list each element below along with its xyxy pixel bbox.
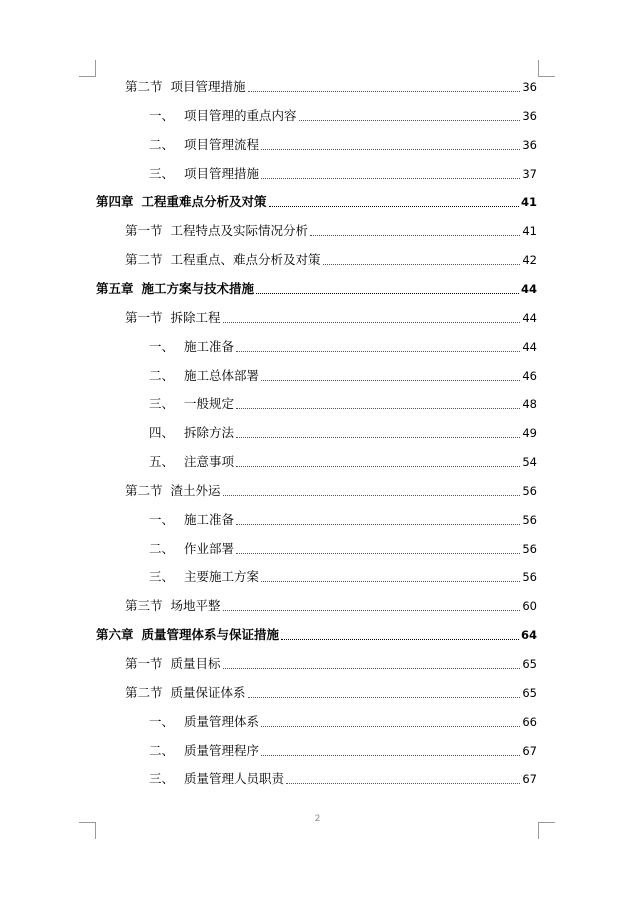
toc-entry-number: 二、 (149, 137, 175, 152)
toc-entry-number: 第二节 (125, 252, 163, 267)
toc-entry-title: 主要施工方案 (184, 569, 260, 584)
toc-dot-leader (223, 667, 521, 669)
toc-entry[interactable] (96, 193, 537, 211)
toc-entry-page-number: 65 (522, 657, 537, 671)
toc-entry[interactable] (149, 136, 537, 154)
toc-entry-title: 项目管理措施 (170, 79, 246, 94)
toc-entry[interactable] (125, 309, 537, 327)
toc-dot-leader (248, 90, 521, 92)
toc-entry-number: 四、 (149, 425, 175, 440)
toc-entry-title: 施工方案与技术措施 (141, 281, 255, 296)
toc-dot-leader (261, 580, 520, 582)
toc-entry-title: 项目管理流程 (184, 137, 260, 152)
toc-entry-page-number: 44 (520, 282, 537, 296)
toc-dot-leader (261, 725, 520, 727)
toc-entry[interactable] (125, 482, 537, 500)
toc-dot-leader (261, 177, 520, 179)
toc-dot-leader (223, 609, 521, 611)
toc-entry-page-number: 67 (522, 744, 537, 758)
toc-entry[interactable] (125, 684, 537, 702)
toc-entry[interactable] (149, 770, 537, 788)
toc-entry[interactable] (96, 626, 537, 644)
toc-entry[interactable] (149, 107, 537, 125)
toc-entry-title: 质量管理程序 (184, 743, 260, 758)
toc-dot-leader (261, 754, 520, 756)
toc-entry-number: 三、 (149, 569, 175, 584)
toc-dot-leader (236, 523, 520, 525)
toc-dot-leader (299, 119, 521, 121)
toc-entry-number: 第一节 (125, 656, 163, 671)
toc-entry[interactable] (149, 511, 537, 529)
toc-entry-number: 第六章 (96, 627, 134, 642)
toc-entry-title: 工程重点、难点分析及对策 (170, 252, 321, 267)
toc-entry-title: 拆除工程 (170, 310, 221, 325)
toc-entry-page-number: 54 (522, 455, 537, 469)
toc-entry-title: 质量保证体系 (170, 685, 246, 700)
toc-entry[interactable] (149, 453, 537, 471)
toc-entry-title: 施工准备 (184, 512, 235, 527)
toc-entry-title: 施工准备 (184, 339, 235, 354)
toc-entry-page-number: 49 (522, 426, 537, 440)
toc-entry-number: 三、 (149, 771, 175, 786)
toc-dot-leader (236, 407, 520, 409)
toc-entry-title: 质量管理体系与保证措施 (141, 627, 280, 642)
toc-entry-page-number: 46 (522, 369, 537, 383)
toc-entry[interactable] (149, 540, 537, 558)
toc-entry-page-number: 56 (522, 513, 537, 527)
toc-entry-title: 拆除方法 (184, 425, 235, 440)
toc-entry-page-number: 36 (522, 138, 537, 152)
crop-mark-bottom-left (79, 822, 96, 839)
toc-entry-page-number: 37 (522, 167, 537, 181)
toc-entry-page-number: 41 (522, 224, 537, 238)
toc-entry-page-number: 66 (522, 715, 537, 729)
toc-entry-title: 场地平整 (170, 598, 221, 613)
toc-entry-number: 五、 (149, 454, 175, 469)
toc-entry[interactable] (149, 367, 537, 385)
toc-dot-leader (281, 638, 519, 640)
toc-entry-title: 项目管理的重点内容 (184, 108, 297, 123)
toc-entry-page-number: 48 (522, 397, 537, 411)
toc-dot-leader (256, 292, 519, 294)
toc-entry-number: 三、 (149, 396, 175, 411)
toc-entry-title: 项目管理措施 (184, 166, 260, 181)
toc-entry-number: 一、 (149, 108, 175, 123)
toc-entry[interactable] (149, 742, 537, 760)
toc-entry-number: 第二节 (125, 483, 163, 498)
toc-dot-leader (261, 148, 520, 150)
toc-entry[interactable] (149, 395, 537, 413)
toc-entry-number: 二、 (149, 743, 175, 758)
toc-entry[interactable] (149, 713, 537, 731)
toc-entry-number: 第三节 (125, 598, 163, 613)
toc-entry-title: 一般规定 (184, 396, 235, 411)
toc-entry-page-number: 44 (522, 340, 537, 354)
toc-entry-number: 三、 (149, 166, 175, 181)
toc-entry[interactable] (125, 222, 537, 240)
toc-entry-page-number: 65 (522, 686, 537, 700)
toc-dot-leader (286, 782, 520, 784)
crop-mark-top-left (79, 60, 96, 77)
crop-mark-top-right (538, 60, 555, 77)
toc-entry-number: 二、 (149, 541, 175, 556)
toc-entry[interactable] (125, 251, 537, 269)
toc-dot-leader (310, 234, 520, 236)
toc-entry-number: 第二节 (125, 79, 163, 94)
toc-dot-leader (223, 321, 521, 323)
toc-dot-leader (236, 350, 520, 352)
toc-entry-page-number: 64 (520, 628, 537, 642)
toc-entry-page-number: 56 (522, 570, 537, 584)
toc-entry[interactable] (149, 165, 537, 183)
toc-entry-title: 质量管理体系 (184, 714, 260, 729)
toc-entry-number: 第二节 (125, 685, 163, 700)
toc-entry-page-number: 41 (520, 195, 537, 209)
toc-entry[interactable] (125, 78, 537, 96)
toc-entry-number: 第五章 (96, 281, 134, 296)
toc-entry-number: 第一节 (125, 310, 163, 325)
toc-dot-leader (269, 205, 519, 207)
toc-dot-leader (261, 379, 520, 381)
toc-dot-leader (236, 465, 520, 467)
toc-entry-page-number: 36 (522, 80, 537, 94)
page-number: 2 (314, 814, 321, 824)
toc-dot-leader (236, 436, 520, 438)
toc-entry[interactable] (125, 655, 537, 673)
toc-entry-page-number: 36 (522, 109, 537, 123)
toc-entry-title: 质量管理人员职责 (184, 771, 285, 786)
toc-entry-number: 第一节 (125, 223, 163, 238)
toc-entry-title: 作业部署 (184, 541, 235, 556)
toc-entry-title: 工程特点及实际情况分析 (170, 223, 309, 238)
toc-entry-page-number: 42 (522, 253, 537, 267)
toc-entry-page-number: 60 (522, 599, 537, 613)
toc-entry-number: 一、 (149, 512, 175, 527)
toc-entry-page-number: 44 (522, 311, 537, 325)
toc-dot-leader (323, 263, 521, 265)
toc-entry[interactable] (125, 597, 537, 615)
toc-entry[interactable] (149, 338, 537, 356)
toc-dot-leader (223, 494, 521, 496)
toc-entry-title: 渣土外运 (170, 483, 221, 498)
toc-entry-number: 第四章 (96, 194, 134, 209)
crop-mark-bottom-right (538, 822, 555, 839)
toc-entry-title: 质量目标 (170, 656, 221, 671)
toc-entry[interactable] (149, 568, 537, 586)
toc-entry-number: 一、 (149, 714, 175, 729)
toc-dot-leader (236, 552, 520, 554)
toc-entry-title: 施工总体部署 (184, 368, 260, 383)
toc-entry-number: 二、 (149, 368, 175, 383)
toc-entry-title: 注意事项 (184, 454, 235, 469)
toc-entry-page-number: 56 (522, 484, 537, 498)
toc-entry-page-number: 56 (522, 542, 537, 556)
toc-entry[interactable] (96, 280, 537, 298)
toc-entry-title: 工程重难点分析及对策 (141, 194, 267, 209)
toc-entry-number: 一、 (149, 339, 175, 354)
toc-entry-page-number: 67 (522, 772, 537, 786)
toc-dot-leader (248, 696, 521, 698)
toc-entry[interactable] (149, 424, 537, 442)
